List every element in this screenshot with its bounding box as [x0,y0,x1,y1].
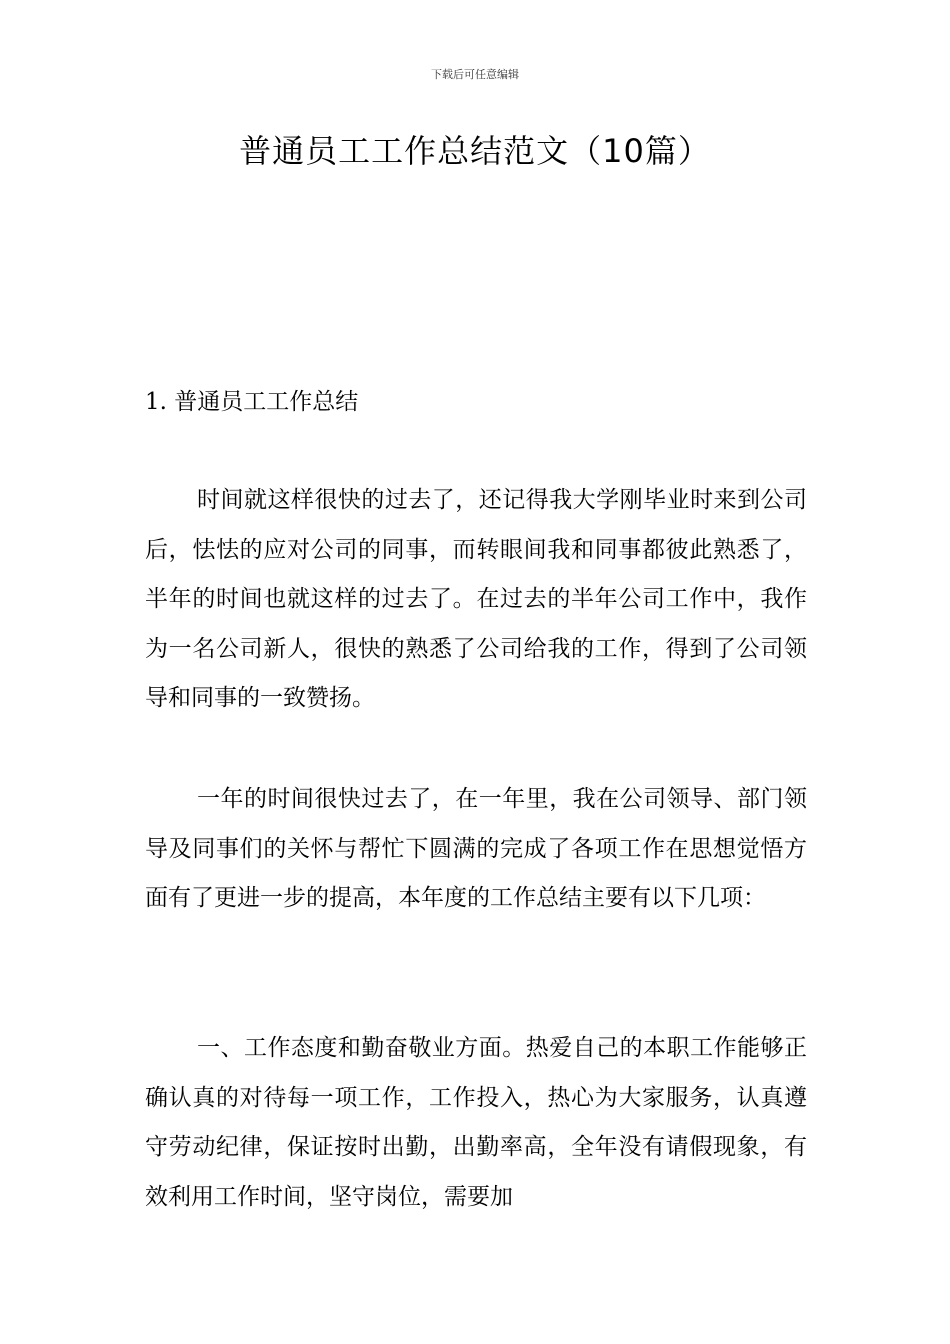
paragraph-3: 一、工作态度和勤奋敬业方面。热爱自己的本职工作能够正确认真的对待每一项工作，工作投入，热心为大家服务，认真遵守劳动纪律，保证按时出勤，出勤率高，全年没有请假现象，有效利用工作时间，坚守岗位，需要加 [145,1035,807,1210]
paragraph-2: 一年的时间很快过去了，在一年里，我在公司领导、部门领导及同事们的关怀与帮忙下圆满的完成了各项工作在思想觉悟方面有了更进一步的提高，本年度的工作总结主要有以下几项： [145,786,807,911]
header-note: 下载后可任意编辑 [431,68,519,81]
document-title: 普通员工工作总结范文（10篇） [239,132,711,170]
section-heading: 1. 普通员工工作总结 [145,389,359,415]
paragraph-1: 时间就这样很快的过去了，还记得我大学刚毕业时来到公司后，怯怯的应对公司的同事，而转眼间我和同事都彼此熟悉了，半年的时间也就这样的过去了。在过去的半年公司工作中，我作为一名公司新人，很快的熟悉了公司给我的工作，得到了公司领导和同事的一致赞扬。 [145,487,807,711]
